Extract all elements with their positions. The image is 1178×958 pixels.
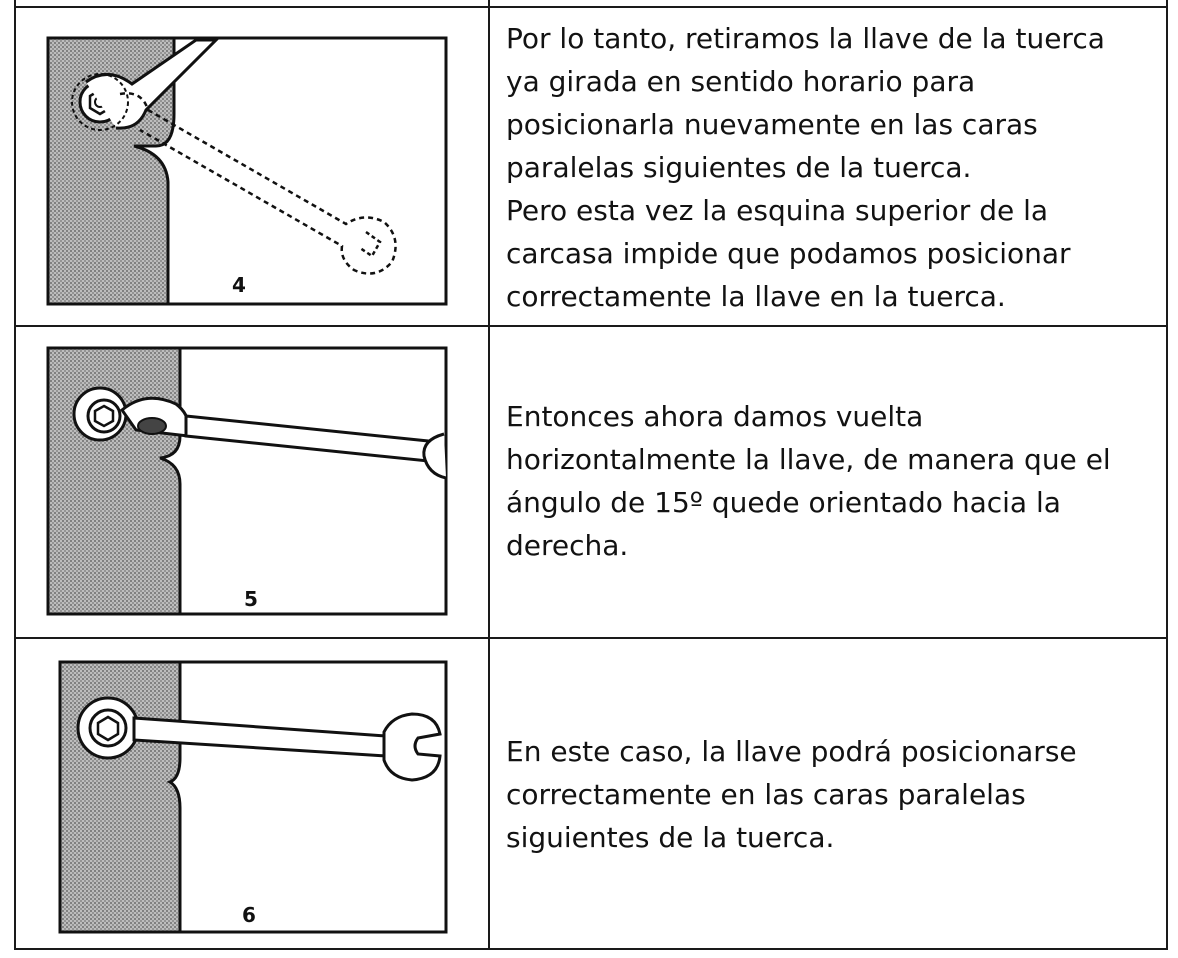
instruction-text: Entonces ahora damos vuelta horizontalmente la llave, de manera que el ángulo de 15º quede orientado hacia la derecha. bbox=[506, 400, 1111, 562]
table-row-divider bbox=[14, 637, 1168, 639]
wrench-diagram-5 bbox=[46, 344, 448, 620]
table-column-divider bbox=[488, 0, 490, 950]
housing-shape bbox=[48, 348, 180, 614]
figure-4 bbox=[46, 34, 448, 320]
figure-5 bbox=[46, 344, 448, 630]
figure-6 bbox=[46, 658, 448, 944]
instruction-text: Por lo tanto, retiramos la llave de la tuerca ya girada en sentido horario para posicionarla nuevamente en las caras paralelas siguientes de la tuerca. Pero esta vez la esquina superior de la carcasa impide que podamos posicionar correctamente la llave en la tuerca. bbox=[506, 22, 1105, 313]
table-border-right bbox=[1166, 0, 1168, 950]
wrench-diagram-4 bbox=[46, 34, 448, 320]
figure-number: 6 bbox=[242, 903, 256, 927]
table-border-left bbox=[14, 0, 16, 950]
wrench-diagram-6 bbox=[46, 658, 448, 938]
instruction-text: En este caso, la llave podrá posicionarse correctamente en las caras paralelas siguientes de la tuerca. bbox=[506, 735, 1077, 854]
figure-number: 5 bbox=[244, 587, 258, 611]
table-border-top bbox=[14, 6, 1168, 8]
table-row-divider bbox=[14, 325, 1168, 327]
figure-number: 4 bbox=[232, 273, 246, 297]
table-border-bottom bbox=[14, 948, 1168, 950]
